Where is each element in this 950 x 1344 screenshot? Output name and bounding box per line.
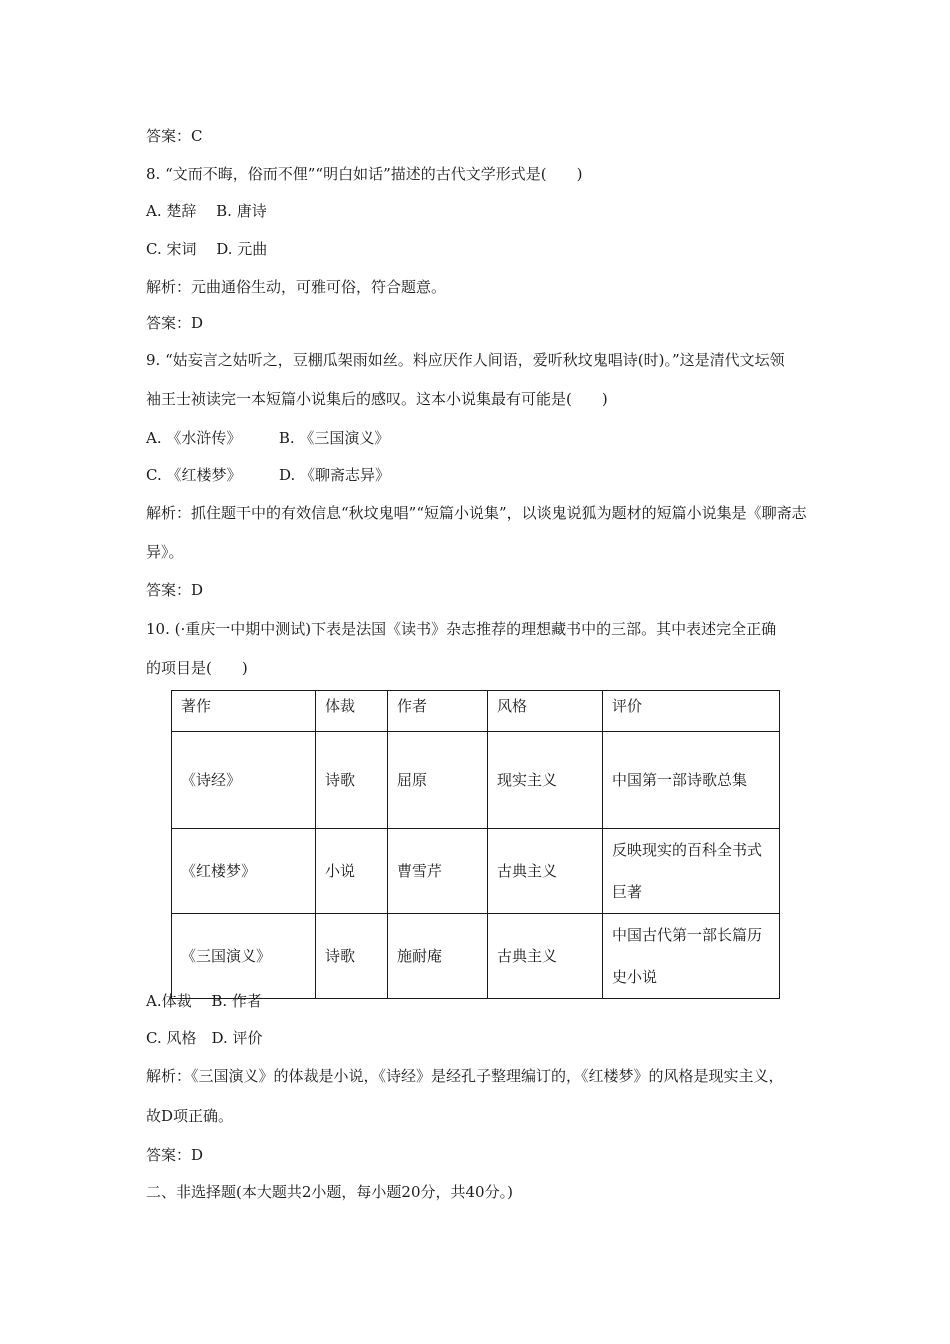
question-9-line-1: 9. “姑妄言之姑听之，豆棚瓜架雨如丝。料应厌作人间语，爱听秋坟鬼唱诗(时)。”这是清代文坛领 (146, 351, 785, 369)
table-cell: 诗歌 (316, 914, 388, 999)
question-8: 8. “文而不晦，俗而不俚”“明白如话”描述的古代文学形式是( ) (146, 165, 583, 183)
header-cell: 体裁 (316, 691, 388, 732)
table-cell: 施耐庵 (388, 914, 488, 999)
table-cell: 现实主义 (488, 732, 603, 829)
question-10-explanation-line-1: 解析：《三国演义》的体裁是小说，《诗经》是经孔子整理编订的，《红楼梦》的风格是现实主义， (146, 1067, 784, 1085)
table-cell: 中国古代第一部长篇历史小说 (603, 914, 780, 999)
header-cell: 著作 (172, 691, 316, 732)
question-9-options-cd: C. 《红楼梦》 D. 《聊斋志异》 (146, 466, 391, 484)
question-9-explanation-line-2: 异》。 (146, 543, 184, 561)
table-cell: 《三国演义》 (172, 914, 316, 999)
table-cell: 屈原 (388, 732, 488, 829)
answer-8: 答案：D (146, 314, 204, 332)
section-2-heading: 二、非选择题(本大题共2小题，每小题20分，共40分。) (146, 1183, 513, 1201)
question-10-line-2: 的项目是( ) (146, 659, 248, 677)
header-cell: 作者 (388, 691, 488, 732)
question-8-options-ab: A. 楚辞 B. 唐诗 (146, 202, 267, 220)
answer-9: 答案：D (146, 581, 204, 599)
question-9-explanation-line-1: 解析：抓住题干中的有效信息“秋坟鬼唱”“短篇小说集”，以谈鬼说狐为题材的短篇小说集是《聊斋志 (146, 504, 807, 522)
books-table (171, 690, 780, 999)
question-10-options-ab: A.体裁 B. 作者 (146, 992, 262, 1010)
answer-10: 答案：D (146, 1146, 204, 1164)
table-header-row (172, 691, 780, 732)
question-10-explanation-line-2: 故D项正确。 (146, 1107, 234, 1125)
table-row (172, 829, 780, 914)
question-10-line-1: 10. (·重庆一中期中测试)下表是法国《读书》杂志推荐的理想藏书中的三部。其中表述完全正确 (146, 620, 777, 638)
header-cell: 风格 (488, 691, 603, 732)
answer-7: 答案：C (146, 127, 203, 145)
table-cell: 《诗经》 (172, 732, 316, 829)
table-cell: 古典主义 (488, 829, 603, 914)
question-8-options-cd: C. 宋词 D. 元曲 (146, 240, 268, 258)
table-cell: 曹雪芹 (388, 829, 488, 914)
question-9-options-ab: A. 《水浒传》 B. 《三国演义》 (146, 429, 390, 447)
header-cell: 评价 (603, 691, 780, 732)
table-cell: 小说 (316, 829, 388, 914)
table-cell: 《红楼梦》 (172, 829, 316, 914)
question-8-explanation: 解析：元曲通俗生动，可雅可俗，符合题意。 (146, 278, 447, 296)
table-cell: 诗歌 (316, 732, 388, 829)
table-cell: 古典主义 (488, 914, 603, 999)
table-cell: 反映现实的百科全书式巨著 (603, 829, 780, 914)
question-10-options-cd: C. 风格 D. 评价 (146, 1029, 263, 1047)
table-cell: 中国第一部诗歌总集 (603, 732, 780, 829)
question-9-line-2: 袖王士祯读完一本短篇小说集后的感叹。这本小说集最有可能是( ) (146, 390, 608, 408)
table-row (172, 732, 780, 829)
table-row (172, 914, 780, 999)
